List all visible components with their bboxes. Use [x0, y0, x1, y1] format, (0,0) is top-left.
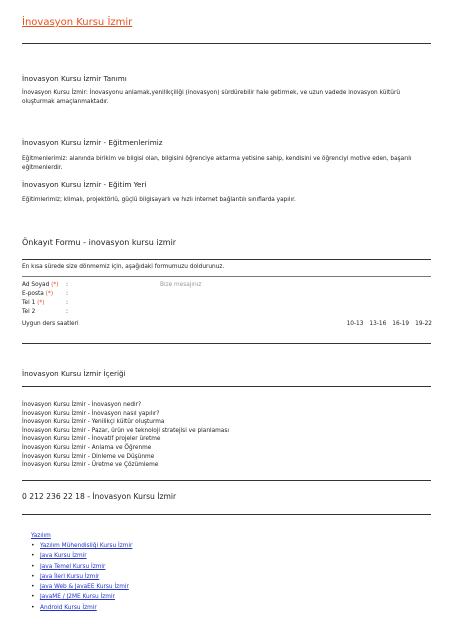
- time-options: [341, 321, 432, 327]
- content-item: İnovasyon Kursu İzmir - İnovasyon nedir?: [22, 402, 142, 408]
- site-title-link[interactable]: İnovasyon Kursu İzmir: [22, 17, 133, 28]
- time-option-13-16[interactable]: 13-16: [369, 321, 387, 327]
- time-option-10-13[interactable]: 10-13: [346, 321, 364, 327]
- nav-link[interactable]: Java Web & JavaEE Kursu İzmir: [40, 584, 129, 591]
- nav-list-item: [31, 572, 132, 582]
- tanim-text: İnovasyon Kursu İzmir: İnovasyonu anlamak,yenilikçiliği (inovasyon) sürdürebilir hale getirmek, ve uzun vadede inovasyon kültürü oluşturmak amaçlanmaktadır.: [22, 90, 401, 105]
- tel2-colon: :: [66, 309, 68, 315]
- contact-divider: [22, 514, 431, 515]
- form-row-eposta[interactable]: [22, 291, 431, 300]
- egitmenler-heading: İnovasyon Kursu İzmir - Eğitmenlerimiz: [22, 138, 163, 147]
- egitim-yeri-heading: İnovasyon Kursu İzmir - Eğitim Yeri: [22, 180, 147, 189]
- form-heading: Önkayıt Formu - inovasyon kursu izmir: [22, 238, 177, 247]
- nav-list-item: [31, 551, 132, 561]
- nav-link[interactable]: Java Temel Kursu İzmir: [40, 563, 106, 570]
- form-bottom-divider: [22, 343, 431, 344]
- content-divider: [22, 386, 431, 387]
- form-divider: [22, 259, 431, 260]
- nav-list: [31, 541, 132, 613]
- tel2-label: Tel 2: [22, 309, 36, 315]
- header-divider: [22, 43, 431, 44]
- tel1-label: Tel 1 (*): [22, 300, 45, 306]
- content-item: İnovasyon Kursu İzmir - İnovatif projeler üretme: [22, 436, 161, 443]
- tel1-colon: :: [66, 300, 68, 306]
- nav-list-item: [31, 562, 132, 572]
- content-list: [22, 401, 229, 470]
- footer-nav: [31, 531, 132, 613]
- content-item: İnovasyon Kursu İzmir - Pazar, ürün ve teknoloji stratejisi ve planlaması: [22, 427, 229, 434]
- content-item: İnovasyon Kursu İzmir - Dinleme ve Düşünme: [22, 453, 155, 460]
- egitmenler-text: Eğitmenlerimiz: alanında birikim ve bilgisi olan, bilgisini öğrenciye aktarma yetisine sahip, kendisini ve öğrenciyi motive eden, başarılı eğitmenlerdir.: [22, 156, 412, 171]
- egitim-yeri-text: Eğitimlerimiz; klimalı, projektörlü, güçlü bilgisayarlı ve hızlı internet bağlantılı sınıflarda yapılır.: [22, 197, 296, 203]
- nav-link[interactable]: Yazılım Mühendisliği Kursu İzmir: [40, 543, 133, 549]
- ad-soyad-colon: :: [66, 282, 68, 288]
- content-bottom-divider: [22, 480, 431, 481]
- content-item: İnovasyon Kursu İzmir - Anlama ve Öğrenme: [22, 444, 152, 451]
- eposta-colon: :: [66, 291, 68, 297]
- time-option-16-19[interactable]: 16-19: [392, 321, 410, 327]
- nav-list-item: [31, 582, 132, 592]
- eposta-label: E-posta (*): [22, 291, 54, 297]
- content-item: İnovasyon Kursu İzmir - İnovasyon nasıl yapılır?: [22, 410, 160, 417]
- nav-link[interactable]: Java İleri Kursu İzmir: [40, 573, 100, 580]
- times-label: Uygun ders saatleri: [22, 321, 79, 327]
- form-row-tel2[interactable]: [22, 309, 431, 318]
- nav-link[interactable]: Java Kursu İzmir: [40, 553, 87, 560]
- content-heading: İnovasyon Kursu İzmir İçeriği: [22, 369, 126, 378]
- nav-link[interactable]: Android Kursu İzmir: [40, 604, 97, 611]
- form-intro-divider: [22, 276, 431, 277]
- ad-soyad-label: Ad Soyad (*): [22, 282, 59, 288]
- content-item: İnovasyon Kursu İzmir - Üretme ve Çözümleme: [22, 462, 159, 469]
- tanim-heading: İnovasyon Kursu İzmir Tanımı: [22, 74, 127, 83]
- content-item: İnovasyon Kursu İzmir - Yenilikçi kültür oluşturma: [22, 419, 165, 426]
- message-textarea[interactable]: Bize mesajınız: [160, 282, 202, 288]
- nav-list-item: [31, 603, 132, 613]
- nav-link-yazilim[interactable]: Yazılım: [31, 533, 51, 539]
- nav-link[interactable]: JavaME / J2ME Kursu İzmir: [40, 594, 115, 601]
- nav-list-item: [31, 541, 132, 551]
- form-row-tel1[interactable]: [22, 300, 431, 309]
- form-intro: En kısa sürede size dönmemiz için, aşağıdaki formumuzu doldurunuz.: [22, 264, 225, 270]
- form-row-ad-soyad[interactable]: [22, 282, 431, 291]
- time-option-19-22[interactable]: 19-22: [415, 321, 432, 327]
- nav-list-item: [31, 592, 132, 602]
- contact-phone: 0 212 236 22 18 - İnovasyon Kursu İzmir: [22, 492, 177, 501]
